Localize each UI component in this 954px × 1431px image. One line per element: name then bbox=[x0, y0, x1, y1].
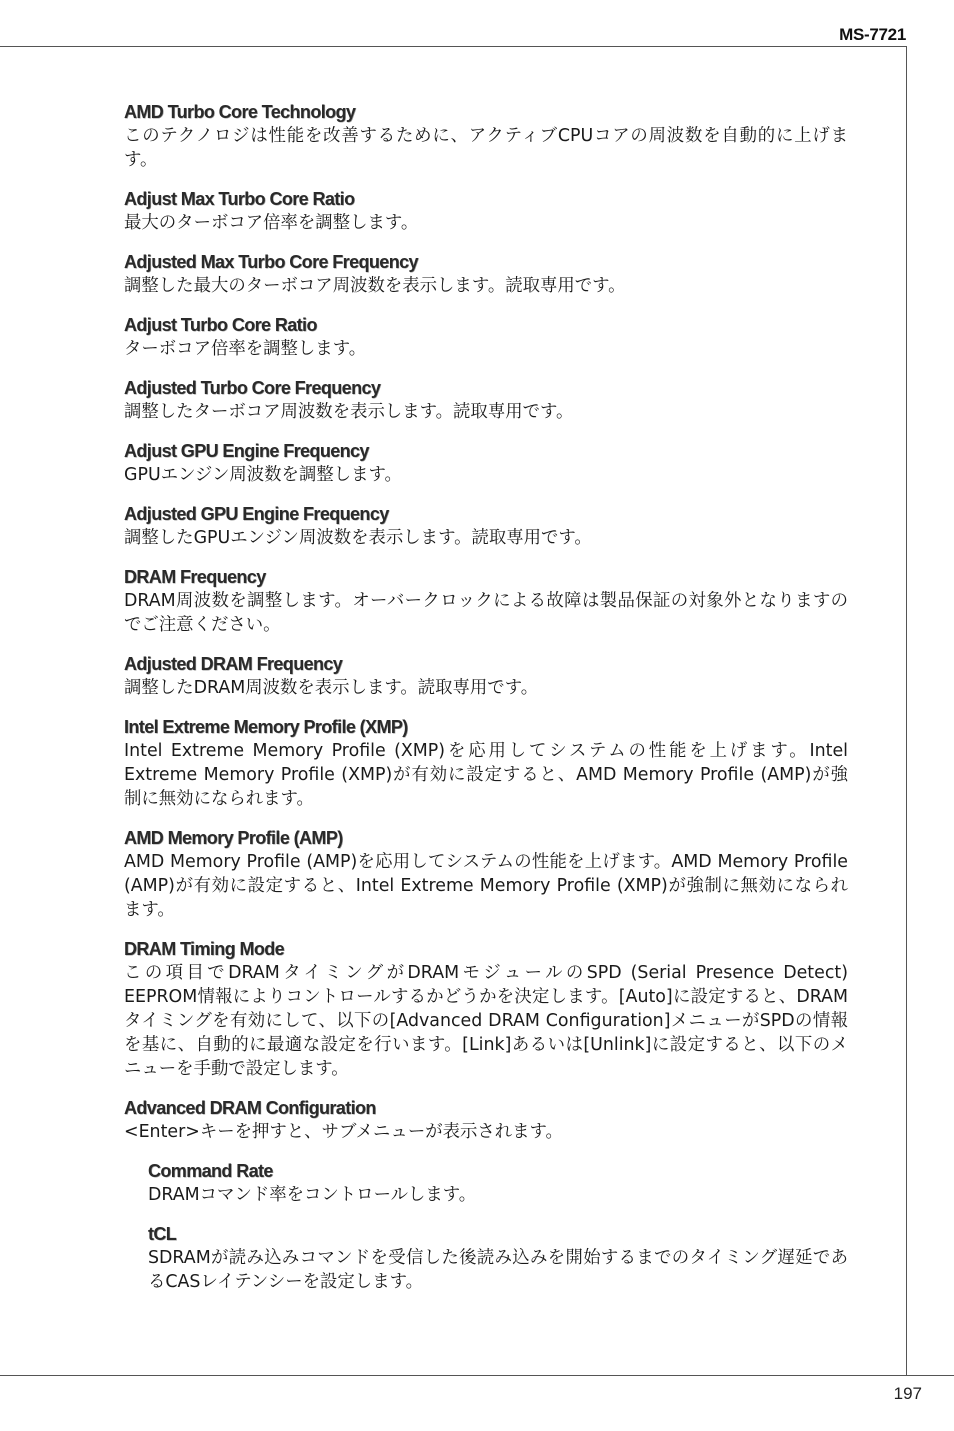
section-description: 調整した最大のターボコア周波数を表示します。読取専用です。 bbox=[124, 276, 626, 296]
section-description: DRAM周波数を調整します。オーバークロックによる故障は製品保証の対象外となりますのでご注意ください。 bbox=[124, 591, 848, 635]
section-title: Adjusted Max Turbo Core Frequency bbox=[124, 252, 418, 272]
section-description: 調整したターボコア周波数を表示します。読取専用です。 bbox=[124, 402, 574, 422]
section-intel-xmp bbox=[124, 716, 848, 811]
model-number: MS-7721 bbox=[839, 25, 906, 44]
section-adjusted-max-turbo-core-frequency bbox=[124, 251, 848, 298]
section-title: DRAM Timing Mode bbox=[124, 939, 285, 959]
section-title: AMD Memory Profile (AMP) bbox=[124, 828, 343, 848]
section-title: Advanced DRAM Configuration bbox=[124, 1098, 376, 1118]
section-adjusted-turbo-core-frequency bbox=[124, 377, 848, 424]
section-dram-timing-mode bbox=[124, 938, 848, 1081]
manual-content bbox=[124, 101, 848, 1310]
section-title: Intel Extreme Memory Profile (XMP) bbox=[124, 717, 408, 737]
page-number: 197 bbox=[893, 1384, 922, 1403]
section-title: Command Rate bbox=[148, 1161, 273, 1181]
section-tcl bbox=[148, 1223, 848, 1294]
section-title: DRAM Frequency bbox=[124, 567, 266, 587]
section-amd-turbo-core-technology bbox=[124, 101, 848, 172]
section-description: Intel Extreme Memory Profile (XMP)を応用してシステムの性能を上げます。Intel Extreme Memory Profile (XMP)が有効に設定すると、AMD Memory Profile (AMP)が強制に無効になられます。 bbox=[124, 741, 848, 809]
section-description: 調整したGPUエンジン周波数を表示します。読取専用です。 bbox=[124, 528, 592, 548]
section-dram-frequency bbox=[124, 566, 848, 637]
header-rule bbox=[0, 46, 907, 47]
section-description: <Enter>キーを押すと、サブメニューが表示されます。 bbox=[124, 1122, 563, 1142]
section-advanced-dram-configuration bbox=[124, 1097, 848, 1144]
section-description: 調整したDRAM周波数を表示します。読取専用です。 bbox=[124, 678, 539, 698]
section-description: 最大のターボコア倍率を調整します。 bbox=[124, 213, 419, 233]
margin-rule bbox=[906, 46, 907, 1376]
section-description: このテクノロジは性能を改善するために、アクティブCPUコアの周波数を自動的に上げます。 bbox=[124, 126, 848, 170]
section-description: DRAMコマンド率をコントロールします。 bbox=[148, 1185, 477, 1205]
section-title: tCL bbox=[148, 1224, 177, 1244]
section-amd-amp bbox=[124, 827, 848, 922]
section-adjusted-dram-frequency bbox=[124, 653, 848, 700]
section-title: Adjusted GPU Engine Frequency bbox=[124, 504, 389, 524]
section-adjust-gpu-engine-frequency bbox=[124, 440, 848, 487]
section-description: GPUエンジン周波数を調整します。 bbox=[124, 465, 402, 485]
section-title: Adjust GPU Engine Frequency bbox=[124, 441, 369, 461]
section-title: Adjust Turbo Core Ratio bbox=[124, 315, 317, 335]
section-title: Adjusted Turbo Core Frequency bbox=[124, 378, 381, 398]
footer-rule bbox=[0, 1375, 954, 1376]
section-description: この項目でDRAMタイミングがDRAMモジュールのSPD (Serial Presence Detect) EEPROM情報によりコントロールするかどうかを決定します。[Auto]に設定すると、DRAMタイミングを有効にして、以下の[Advanced DRAM Configuration]メニューがSPDの情報を基に、自動的に最適な設定を行います。[Link]あるいは[Unlink]に設定すると、以下のメニューを手動で設定します。 bbox=[124, 963, 848, 1079]
section-adjust-max-turbo-core-ratio bbox=[124, 188, 848, 235]
section-title: AMD Turbo Core Technology bbox=[124, 102, 356, 122]
section-description: ターボコア倍率を調整します。 bbox=[124, 339, 367, 359]
section-description: AMD Memory Profile (AMP)を応用してシステムの性能を上げます。AMD Memory Profile (AMP)が有効に設定すると、Intel Extreme Memory Profile (XMP)が強制に無効になられます。 bbox=[124, 852, 848, 920]
section-title: Adjusted DRAM Frequency bbox=[124, 654, 343, 674]
section-description: SDRAMが読み込みコマンドを受信した後読み込みを開始するまでのタイミング遅延であるCASレイテンシーを設定します。 bbox=[148, 1248, 848, 1292]
section-command-rate bbox=[148, 1160, 848, 1207]
section-adjusted-gpu-engine-frequency bbox=[124, 503, 848, 550]
section-adjust-turbo-core-ratio bbox=[124, 314, 848, 361]
section-title: Adjust Max Turbo Core Ratio bbox=[124, 189, 355, 209]
